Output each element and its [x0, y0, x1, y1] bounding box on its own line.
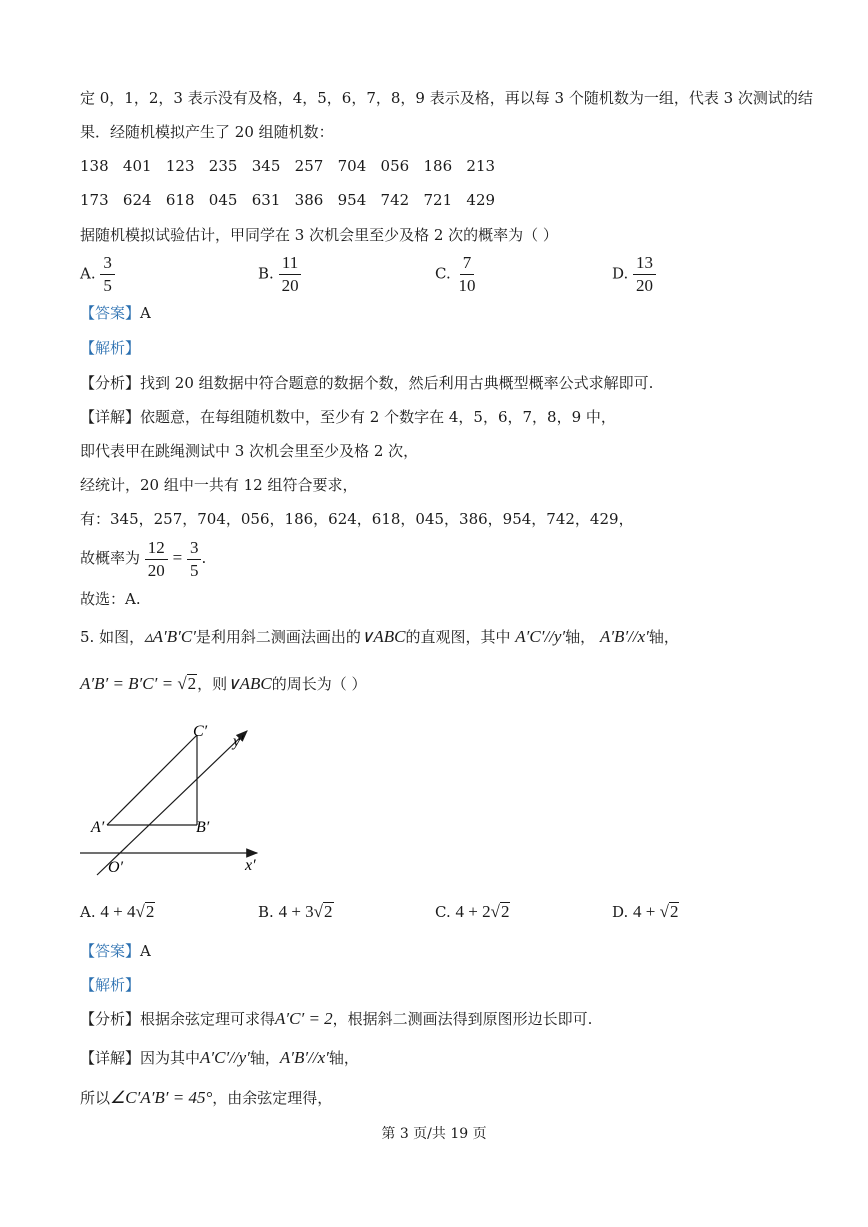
random-numbers-row-2: 173 624 618 045 631 386 954 742 721 429: [80, 191, 496, 209]
q5-detail-line-1: 【详解】因为其中A′C′//y′轴，A′B′//x′轴，: [80, 1048, 359, 1067]
q4-detail-line-4: 有：345，257，704，056，186，624，618，045，386，954，742，429，: [80, 510, 634, 528]
random-numbers-row-1: 138 401 123 235 345 257 704 056 186 213: [80, 157, 496, 175]
q5-answer: [80, 941, 151, 961]
label-o: O′: [108, 859, 124, 876]
fraction-12-20: $\frac{12}{20}$: [145, 539, 168, 580]
label-c: C′: [193, 723, 208, 740]
q4-option-a[interactable]: [80, 254, 115, 295]
q4-analysis-heading: [80, 338, 140, 358]
q5-stem-line-1: 5. 如图，▵A′B′C′是利用斜二测画法画出的∨ABC的直观图，其中 A′C′//y′轴， A′B′//x′轴，: [80, 627, 679, 646]
q5-detail-line-2: 所以∠C′A′B′ = 45°，由余弦定理得，: [80, 1088, 333, 1107]
q5-option-a[interactable]: A. 4 + 4√2: [80, 902, 155, 921]
intro-line-1: 定 0，1，2，3 表示没有及格，4，5，6，7，8，9 表示及格，再以每 3 个随机数为一组，代表 3 次测试的结: [80, 89, 813, 107]
q5-option-b[interactable]: B. 4 + 3√2: [258, 902, 333, 921]
answer-tag: 【答案】: [80, 304, 141, 322]
option-fraction: $\frac{11}{20}$: [279, 254, 302, 295]
option-label: B.: [258, 264, 274, 283]
answer-tag: 【答案】: [80, 942, 141, 960]
q5-fenxi: 【分析】根据余弦定理可求得A′C′ = 2，根据斜二测画法得到原图形边长即可.: [80, 1009, 593, 1028]
segment-a-c: [107, 735, 197, 825]
q4-detail-line-2: 即代表甲在跳绳测试中 3 次机会里至少及格 2 次，: [80, 442, 419, 460]
q4-choice: 故选：A.: [80, 590, 141, 608]
answer-value: A: [140, 942, 151, 960]
q4-option-d[interactable]: [612, 254, 656, 295]
option-fraction: $\frac{13}{20}$: [633, 254, 656, 295]
analysis-tag: 【解析】: [80, 339, 141, 357]
q4-question: 据随机模拟试验估计，甲同学在 3 次机会里至少及格 2 次的概率为（ ）: [80, 226, 558, 244]
option-label: A.: [80, 264, 96, 283]
q5-option-c[interactable]: C. 4 + 2√2: [435, 902, 510, 921]
q4-option-c[interactable]: [435, 254, 479, 295]
q4-option-b[interactable]: [258, 254, 302, 295]
option-label: D.: [612, 264, 629, 283]
fraction-3-5: $\frac{3}{5}$: [187, 539, 202, 580]
q4-fenxi: 【分析】找到 20 组数据中符合题意的数据个数，然后利用古典概型概率公式求解即可.: [80, 374, 654, 392]
option-label: C.: [435, 264, 451, 283]
q4-probability-line: 故概率为 $\frac{12}{20}$ = $\frac{3}{5}$ .: [80, 537, 207, 580]
answer-value: A: [140, 304, 151, 322]
label-a: A′: [91, 819, 105, 836]
intro-line-2: 果．经随机模拟产生了 20 组随机数：: [80, 123, 334, 141]
q4-detail-line-1: 【详解】依题意，在每组随机数中，至少有 2 个数字在 4，5，6，7，8，9 中，: [80, 408, 616, 426]
option-fraction: $\frac{3}{5}$: [100, 254, 115, 295]
q4-answer: [80, 303, 151, 323]
option-fraction: $\frac{7}{10}$: [458, 253, 476, 295]
page-footer: 第 3 页/共 19 页: [381, 1126, 487, 1142]
label-x: x′: [245, 857, 256, 874]
label-y: y′: [233, 733, 244, 750]
oblique-projection-figure: [75, 715, 275, 880]
q5-analysis-heading: [80, 975, 140, 995]
q5-stem-line-2: A′B′ = B′C′ = √2，则∨ABC的周长为（ ）: [80, 674, 367, 693]
label-b: B′: [196, 819, 210, 836]
q5-option-d[interactable]: D. 4 + √2: [612, 902, 679, 921]
q4-detail-line-3: 经统计，20 组中一共有 12 组符合要求，: [80, 476, 358, 494]
analysis-tag: 【解析】: [80, 976, 141, 994]
